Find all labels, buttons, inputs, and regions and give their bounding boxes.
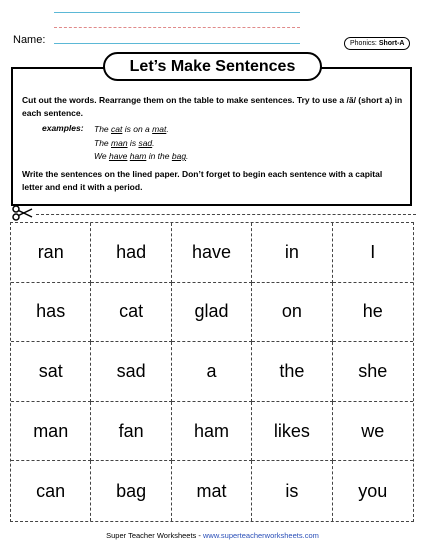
word-card[interactable]: we — [333, 402, 413, 462]
phonics-tag-value: Short-A — [378, 40, 405, 47]
word-card[interactable]: glad — [172, 283, 252, 343]
footer-link[interactable]: www.superteacherworksheets.com — [202, 531, 319, 540]
example-sentence-3 — [94, 150, 188, 162]
word-card[interactable]: a — [172, 342, 252, 402]
word-card[interactable]: ham — [172, 402, 252, 462]
word-card[interactable]: man — [11, 402, 91, 462]
footer — [0, 531, 425, 540]
word-card[interactable]: sad — [91, 342, 171, 402]
word-card[interactable]: she — [333, 342, 413, 402]
word-card[interactable]: mat — [172, 461, 252, 521]
word-card-grid — [10, 222, 414, 522]
example-underlined-word: mat — [152, 124, 167, 134]
word-card[interactable]: have — [172, 223, 252, 283]
phonics-tag-prefix: Phonics: — [350, 40, 377, 47]
example-underlined-word: cat — [111, 124, 123, 134]
word-card[interactable]: I — [333, 223, 413, 283]
word-card[interactable]: has — [11, 283, 91, 343]
word-card[interactable]: had — [91, 223, 171, 283]
word-card[interactable]: the — [252, 342, 332, 402]
word-card[interactable]: bag — [91, 461, 171, 521]
word-card[interactable]: ran — [11, 223, 91, 283]
example-text: . — [166, 124, 169, 134]
word-card[interactable]: is — [252, 461, 332, 521]
footer-text: Super Teacher Worksheets - — [106, 531, 203, 540]
example-underlined-word: sad — [138, 138, 153, 148]
examples-label: examples: — [42, 123, 84, 133]
word-card[interactable]: cat — [91, 283, 171, 343]
instructions-paragraph-2: Write the sentences on the lined paper. Don’t forget to begin each sentence with a capital letter and end it with a period. — [22, 169, 383, 192]
scissors-icon — [12, 205, 34, 221]
example-underlined-word: ham — [129, 151, 147, 161]
example-text: . — [186, 151, 189, 161]
word-card[interactable]: fan — [91, 402, 171, 462]
word-card[interactable]: can — [11, 461, 91, 521]
instructions-paragraph-1: Cut out the words. Rearrange them on the table to make sentences. Try to use a /ă/ (short a) in each sentence. — [22, 95, 403, 118]
example-text: is on a — [122, 124, 153, 134]
example-text: We — [94, 151, 109, 161]
example-sentence-1 — [94, 123, 169, 135]
name-line-midline — [54, 27, 300, 28]
word-card[interactable]: he — [333, 283, 413, 343]
word-card[interactable]: in — [252, 223, 332, 283]
example-underlined-word: man — [111, 138, 128, 148]
name-label: Name: — [13, 34, 46, 46]
example-underlined-word: bag — [171, 151, 187, 161]
name-line-top — [54, 12, 300, 13]
word-card[interactable]: likes — [252, 402, 332, 462]
example-text: The — [94, 124, 112, 134]
example-sentence-2 — [94, 137, 155, 149]
word-card[interactable]: sat — [11, 342, 91, 402]
example-text: . — [152, 138, 155, 148]
page-title: Let’s Make Sentences — [103, 52, 322, 81]
word-card[interactable]: you — [358, 480, 388, 501]
example-text: The — [94, 138, 112, 148]
name-line-base — [54, 43, 300, 44]
word-card[interactable]: on — [252, 283, 332, 343]
example-underlined-word: have — [108, 151, 128, 161]
phonics-tag — [344, 37, 410, 50]
example-text: is — [127, 138, 139, 148]
example-text: in the — [146, 151, 172, 161]
cut-line — [36, 214, 416, 215]
